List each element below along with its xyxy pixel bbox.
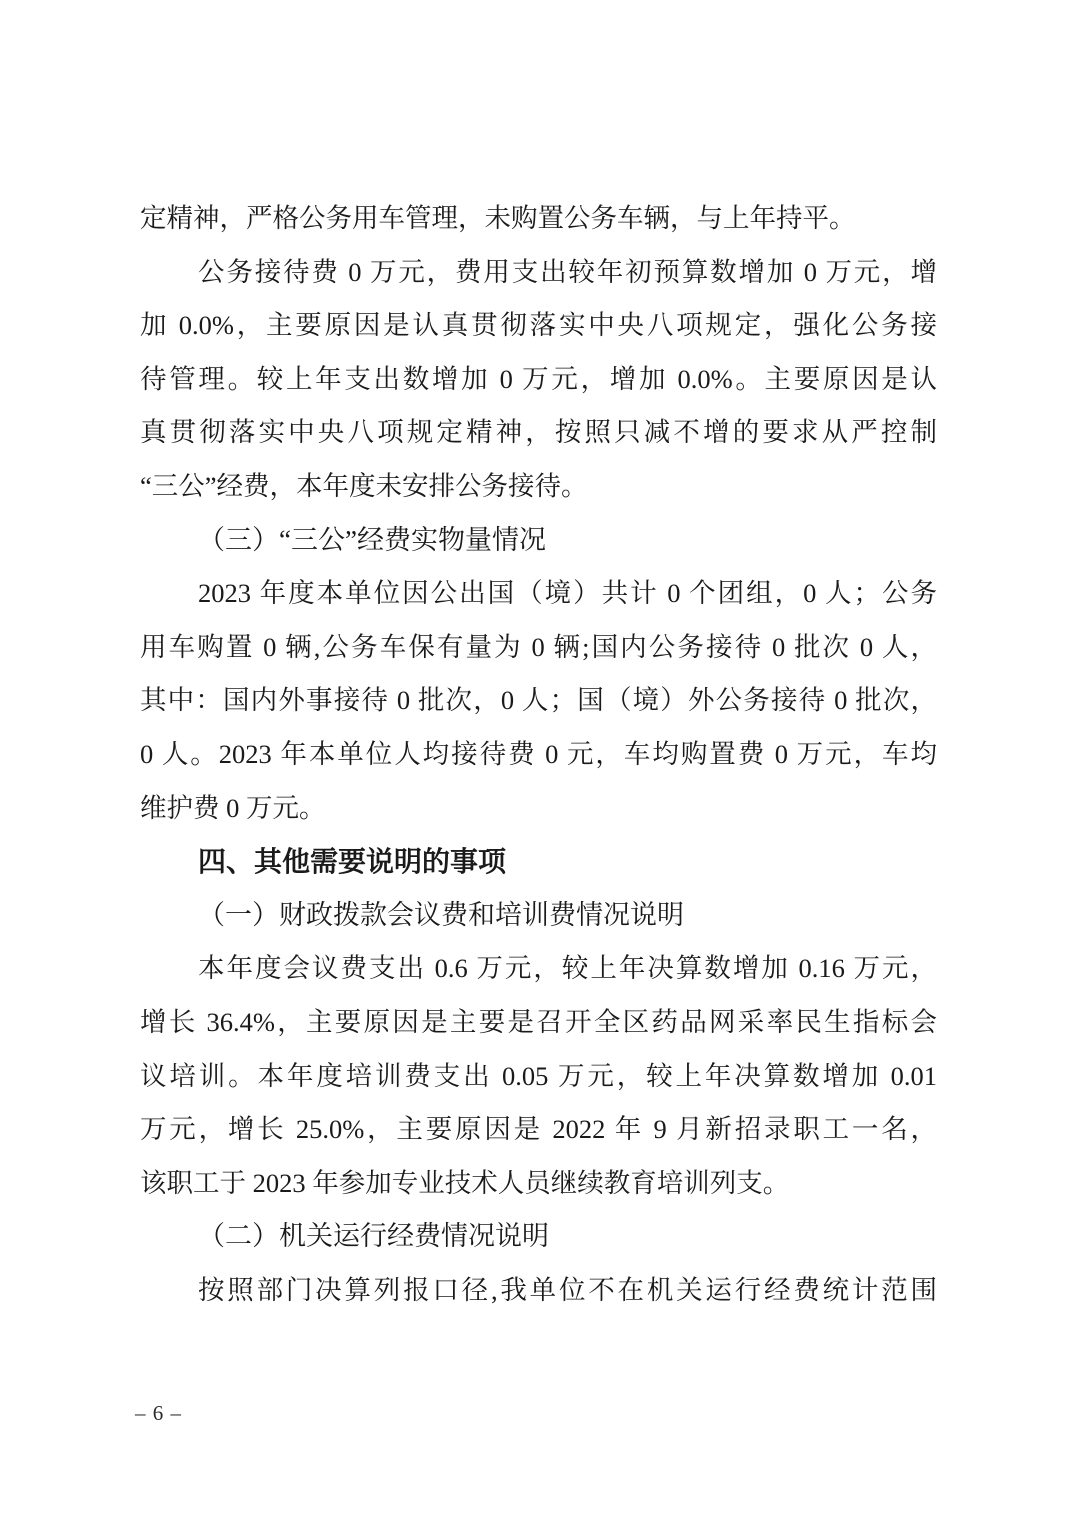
subsection-heading: （三）“三公”经费实物量情况 (198, 524, 546, 555)
subsection-heading: （一）财政拨款会议费和培训费情况说明 (198, 899, 684, 930)
body-line: 按照部门决算列报口径,我单位不在机关运行经费统计范围 (198, 1274, 937, 1305)
body-line: 增长 36.4%，主要原因是主要是召开全区药品网采率民生指标会 (140, 1006, 937, 1037)
body-line: 议培训。本年度培训费支出 0.05 万元，较上年决算数增加 0.01 (140, 1060, 937, 1091)
subsection-heading: （二）机关运行经费情况说明 (198, 1221, 549, 1252)
section-heading: 四、其他需要说明的事项 (198, 846, 507, 878)
body-line: 加 0.0%，主要原因是认真贯彻落实中央八项规定，强化公务接 (140, 310, 937, 341)
body-line: 0 人。2023 年本单位人均接待费 0 元，车均购置费 0 万元，车均 (140, 738, 937, 769)
body-line: 本年度会议费支出 0.6 万元，较上年决算数增加 0.16 万元， (198, 953, 937, 984)
body-line: 公务接待费 0 万元，费用支出较年初预算数增加 0 万元，增 (198, 256, 937, 287)
body-line: 其中：国内外事接待 0 批次，0 人；国（境）外公务接待 0 批次， (140, 685, 937, 716)
body-line: 万元，增长 25.0%，主要原因是 2022 年 9 月新招录职工一名， (140, 1114, 937, 1145)
body-line: 该职工于 2023 年参加专业技术人员继续教育培训列支。 (140, 1167, 790, 1198)
page-number: – 6 – (135, 1401, 182, 1425)
body-line: 维护费 0 万元。 (140, 792, 326, 823)
body-line: 真贯彻落实中央八项规定精神，按照只减不增的要求从严控制 (140, 417, 937, 448)
document-body (140, 192, 937, 1317)
body-line: 定精神，严格公务用车管理，未购置公务车辆，与上年持平。 (140, 203, 856, 233)
body-line: 用车购置 0 辆,公务车保有量为 0 辆;国内公务接待 0 批次 0 人， (140, 631, 937, 662)
body-line: “三公”经费，本年度未安排公务接待。 (140, 470, 588, 501)
body-line: 2023 年度本单位因公出国（境）共计 0 个团组，0 人；公务 (198, 578, 937, 609)
body-line: 待管理。较上年支出数增加 0 万元，增加 0.0%。主要原因是认 (140, 363, 937, 394)
